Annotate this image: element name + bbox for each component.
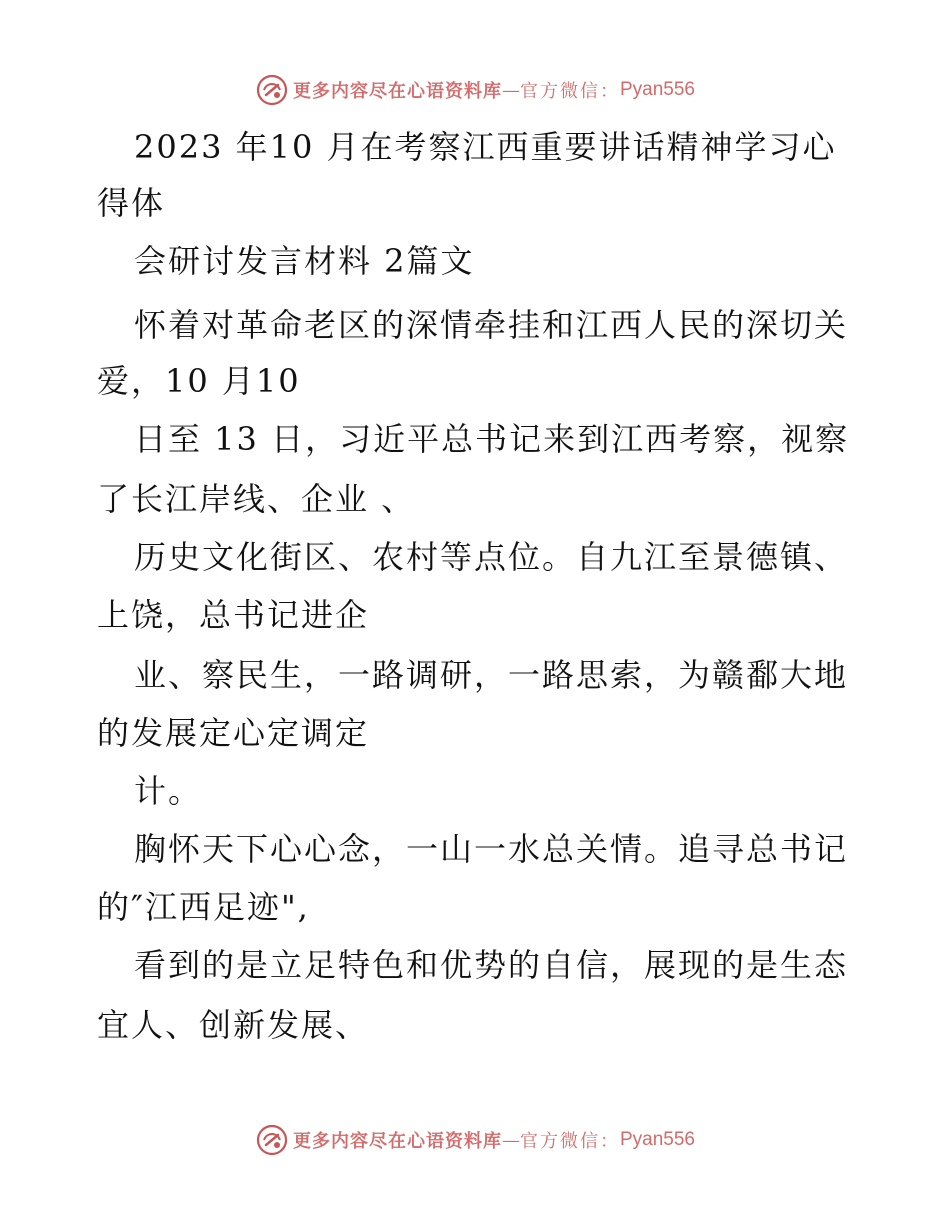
doc-line-10: 业、察民生，一路调研，一路思索，为赣鄱大地 [134, 656, 849, 694]
header-banner [0, 70, 950, 110]
doc-line-2: 得体 [97, 184, 166, 222]
banner-wechat-id: Pyan556 [619, 79, 695, 100]
banner-wechat-id: Pyan556 [619, 1129, 695, 1150]
footer-banner [0, 1120, 950, 1160]
banner-official-label: 官方微信： [519, 81, 620, 102]
banner-dash: — [501, 79, 520, 101]
doc-line-9: 上饶，总书记进企 [97, 596, 370, 634]
doc-line-5: 爱，10 月10 [97, 362, 301, 400]
doc-line-4: 怀着对革命老区的深情牵挂和江西人民的深切关 [134, 306, 849, 344]
doc-line-15: 看到的是立足特色和优势的自信，展现的是生态 [134, 946, 849, 984]
doc-line-3: 会研讨发言材料 2篇文 [134, 242, 475, 280]
banner-dash: — [501, 1129, 520, 1151]
doc-line-16: 宜人、创新发展、 [97, 1006, 370, 1044]
doc-line-13: 胸怀天下心心念，一山一水总关情。追寻总书记 [134, 830, 849, 868]
banner-brand-text: 更多内容尽在心语资料库 [292, 81, 502, 102]
banner-brand-text: 更多内容尽在心语资料库 [292, 1131, 502, 1152]
brand-logo-icon [255, 73, 289, 107]
brand-logo-icon [255, 1123, 289, 1157]
doc-line-6: 日至 13 日，习近平总书记来到江西考察，视察 [134, 420, 850, 458]
doc-line-8: 历史文化街区、农村等点位。自九江至景德镇、 [134, 538, 849, 576]
doc-line-11: 的发展定心定调定 [97, 714, 370, 752]
banner-official-label: 官方微信： [519, 1131, 620, 1152]
doc-line-1: 2023 年10 月在考察江西重要讲话精神学习心 [134, 128, 837, 166]
doc-line-7: 了长江岸线、企业 、 [97, 480, 416, 518]
doc-line-12: 计。 [134, 772, 203, 810]
doc-line-14: 的″江西足迹", [97, 888, 310, 926]
